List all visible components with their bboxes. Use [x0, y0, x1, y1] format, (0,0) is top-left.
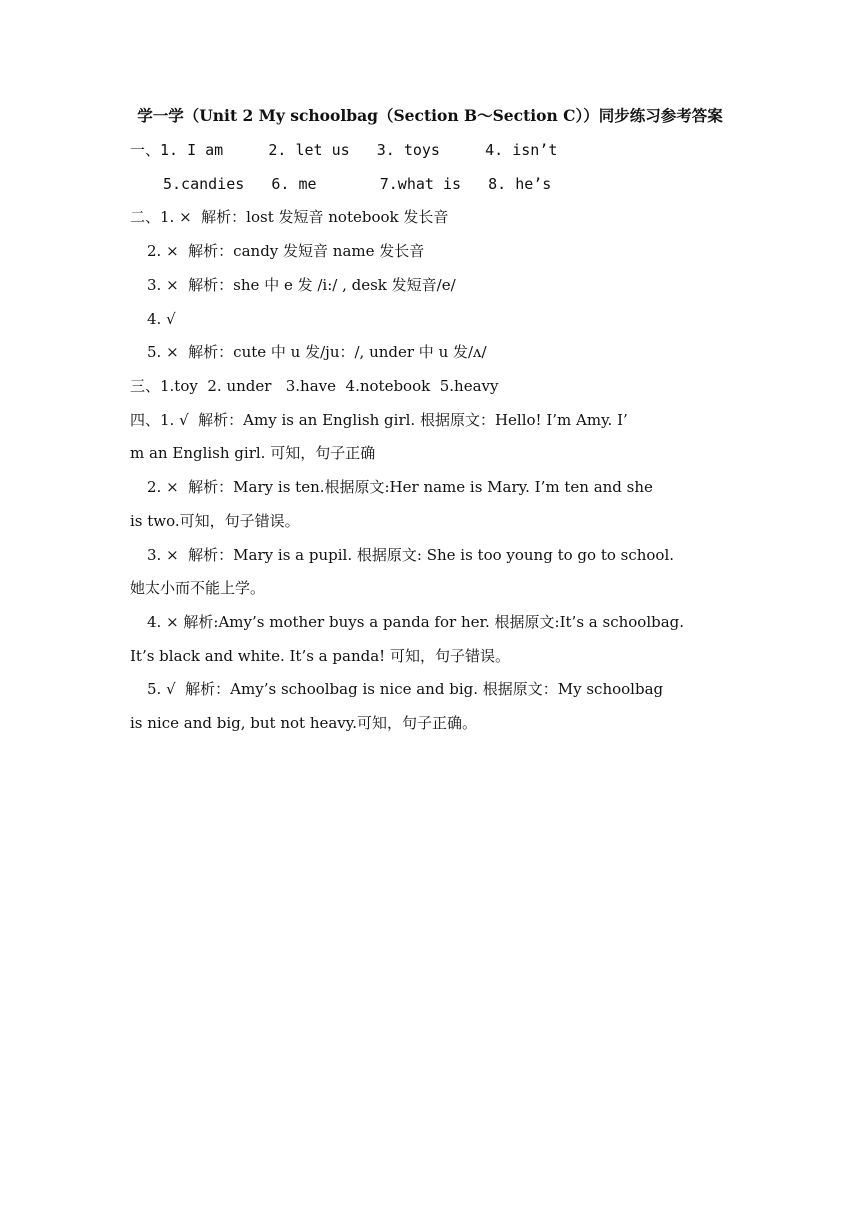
section-4-item-2-line-2: is two.可知，句子错误。	[130, 512, 300, 530]
section-4-item-3-line-1: 3. × 解析：Mary is a pupil. 根据原文: She is too young to go to school.	[147, 546, 675, 564]
section-2-item-4: 4. √	[147, 310, 176, 328]
section-2-item-2: 2. × 解析：candy 发短音 name 发长音	[147, 242, 425, 260]
section-4-item-4-line-1: 4. × 解析:Amy’s mother buys a panda for her. 根据原文:It’s a schoolbag.	[147, 613, 685, 631]
section-4-item-4-line-2: It’s black and white. It’s a panda! 可知，句子错误。	[130, 647, 510, 665]
page-title: 学一学（Unit 2 My schoolbag（Section B～Section C））同步练习参考答案	[137, 106, 723, 125]
section-2-item-1: 二、1. × 解析：lost 发短音 notebook 发长音	[130, 208, 449, 226]
section-2-item-3: 3. × 解析：she 中 e 发 /i:/ , desk 发短音/e/	[147, 276, 456, 294]
section-4-item-2-line-1: 2. × 解析：Mary is ten.根据原文:Her name is Mary. I’m ten and she	[147, 478, 653, 496]
section-4-item-5-line-2: is nice and big, but not heavy.可知，句子正确。	[130, 714, 478, 732]
section-1-line-1: 一、1. I am 2. let us 3. toys 4. isn’t	[130, 141, 558, 159]
section-3-line: 三、1.toy 2. under 3.have 4.notebook 5.heavy	[130, 377, 499, 395]
section-2-item-5: 5. × 解析：cute 中 u 发/ju：/, under 中 u 发/ʌ/	[147, 343, 487, 361]
section-1-line-2: 5.candies 6. me 7.what is 8. he’s	[163, 175, 552, 193]
section-4-item-1-line-2: m an English girl. 可知，句子正确	[130, 444, 376, 462]
section-4-item-5-line-1: 5. √ 解析：Amy’s schoolbag is nice and big. 根据原文：My schoolbag	[147, 680, 664, 698]
section-4-item-1-line-1: 四、1. √ 解析：Amy is an English girl. 根据原文：Hello! I’m Amy. I’	[130, 411, 628, 429]
section-4-item-3-line-2: 她太小而不能上学。	[130, 579, 266, 597]
